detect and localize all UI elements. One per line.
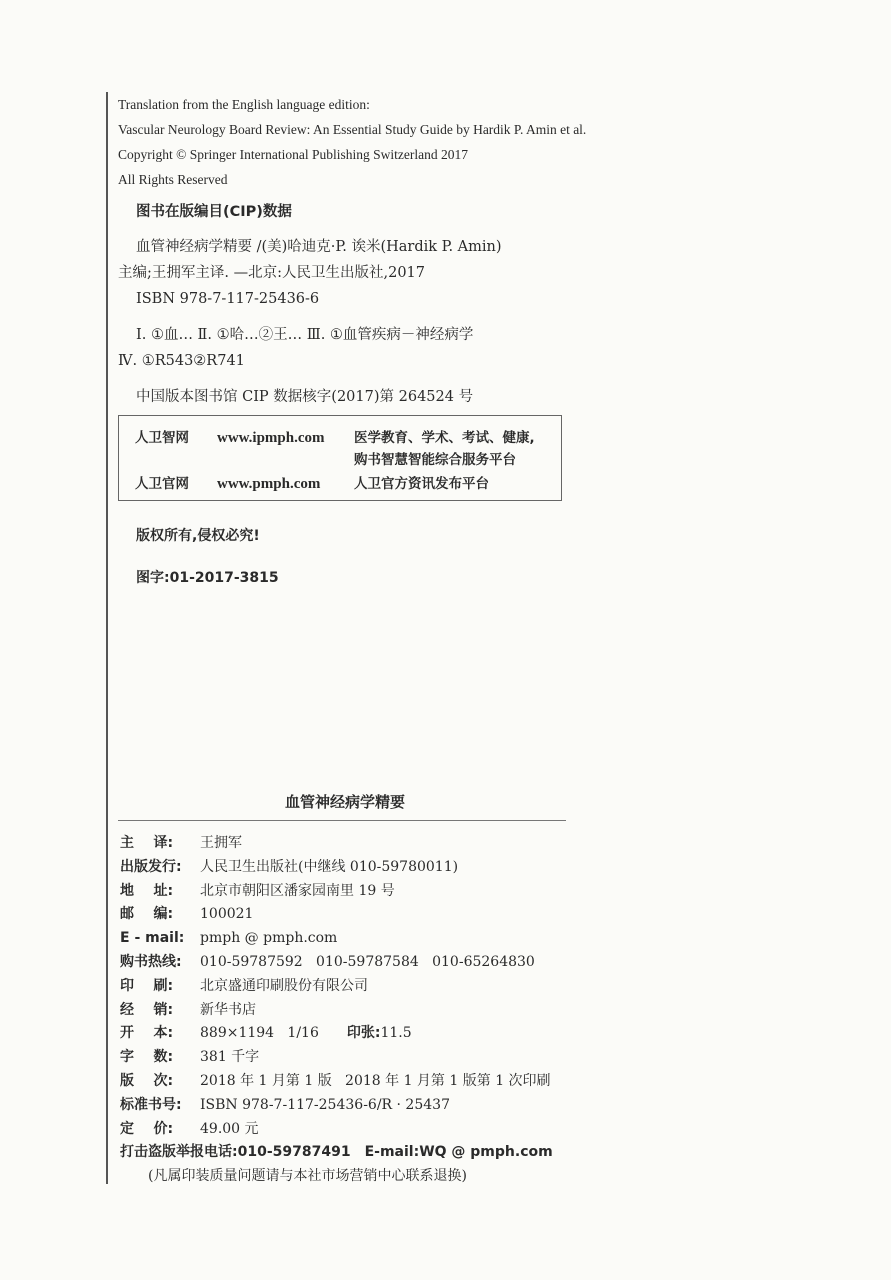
info-label: 版 次: xyxy=(120,1072,174,1089)
info-value: 新华书店 xyxy=(200,1001,256,1018)
info-label: 标准书号: xyxy=(120,1096,182,1113)
publication-info xyxy=(120,832,553,1189)
credit-line: Translation from the English language edition: xyxy=(118,97,370,112)
info-label: 印 刷: xyxy=(120,977,174,994)
site-url: www.pmph.com xyxy=(217,476,321,492)
info-label: 开 本: xyxy=(120,1025,174,1042)
info-value: 010-59787592 010-59787584 010-65264830 xyxy=(200,953,535,970)
info-value: 889×1194 1/16 xyxy=(200,1025,319,1042)
cip-line: 血管神经病学精要 /(美)哈迪克·P. 诶米(Hardik P. Amin) xyxy=(136,239,502,255)
license-number: 图字:01-2017-3815 xyxy=(136,570,279,586)
return-note: (凡属印装质量问题请与本社市场营销中心联系退换) xyxy=(148,1168,467,1185)
info-label: 邮 编: xyxy=(120,906,174,923)
info-row xyxy=(120,927,553,951)
cip-verification: 中国版本图书馆 CIP 数据核字(2017)第 264524 号 xyxy=(136,389,474,405)
info-row xyxy=(120,975,553,999)
info-row xyxy=(120,880,553,904)
info-row xyxy=(120,951,553,975)
info-value: 381 千字 xyxy=(200,1049,260,1066)
info-label: 主 译: xyxy=(120,835,174,851)
info-label: 经 销: xyxy=(120,1001,174,1018)
info-label: 地 址: xyxy=(120,882,174,899)
info-row xyxy=(120,832,553,856)
info-row xyxy=(120,856,553,880)
info-value: 11.5 xyxy=(380,1025,412,1042)
piracy-phone: 010-59787491 xyxy=(237,1144,351,1161)
rights-notice: 版权所有,侵权必究! xyxy=(136,528,260,544)
info-label: E-mail: xyxy=(364,1144,420,1161)
piracy-email: WQ @ pmph.com xyxy=(419,1144,553,1161)
info-value: ISBN 978-7-117-25436-6/R · 25437 xyxy=(200,1096,450,1113)
cip-classification: Ⅰ. ①血… Ⅱ. ①哈…②王… Ⅲ. ①血管疾病－神经病学 xyxy=(136,327,474,343)
site-url: www.ipmph.com xyxy=(217,430,325,446)
info-value: 北京市朝阳区潘家园南里 19 号 xyxy=(200,882,395,899)
site-row xyxy=(135,473,489,495)
info-row xyxy=(120,1118,553,1142)
info-label: 购书热线: xyxy=(120,953,182,970)
cip-isbn: ISBN 978-7-117-25436-6 xyxy=(136,291,320,307)
info-row xyxy=(120,1022,553,1046)
info-value: 人民卫生出版社(中继线 010-59780011) xyxy=(200,858,459,875)
margin-rule xyxy=(106,92,108,1184)
credit-line: Copyright © Springer International Publishing Switzerland 2017 xyxy=(118,147,468,162)
divider xyxy=(118,820,566,821)
info-row xyxy=(120,1094,553,1118)
cip-title: 图书在版编目(CIP)数据 xyxy=(136,204,292,220)
info-label: 定 价: xyxy=(120,1120,174,1137)
info-label: 打击盗版举报电话: xyxy=(120,1144,238,1161)
info-value: 王拥军 xyxy=(200,835,242,851)
site-desc: 人卫官方资讯发布平台 xyxy=(354,476,489,492)
info-row xyxy=(120,903,553,927)
cip-classification: Ⅳ. ①R543②R741 xyxy=(118,353,245,369)
site-name: 人卫智网 xyxy=(135,430,189,446)
info-value: 100021 xyxy=(200,906,254,923)
info-label: 出版发行: xyxy=(120,858,182,875)
info-label: 印张: xyxy=(346,1025,381,1042)
site-name: 人卫官网 xyxy=(135,476,189,492)
info-row xyxy=(120,1070,553,1094)
credit-line: All Rights Reserved xyxy=(118,172,228,187)
cip-block xyxy=(118,234,502,410)
cip-line: 主编;王拥军主译. —北京:人民卫生出版社,2017 xyxy=(118,265,425,281)
piracy-row xyxy=(120,1141,553,1165)
book-title: 血管神经病学精要 xyxy=(284,793,405,811)
info-row xyxy=(120,999,553,1023)
site-desc: 购书智慧智能综合服务平台 xyxy=(354,452,516,468)
site-row xyxy=(135,427,535,449)
info-value: 49.00 元 xyxy=(200,1120,259,1137)
info-label: E - mail: xyxy=(120,930,185,947)
info-value: pmph @ pmph.com xyxy=(200,930,338,947)
website-box xyxy=(118,415,562,501)
info-row xyxy=(120,1046,553,1070)
english-credits xyxy=(118,92,586,192)
site-desc: 医学教育、学术、考试、健康, xyxy=(354,430,535,446)
info-value: 2018 年 1 月第 1 版 2018 年 1 月第 1 版第 1 次印刷 xyxy=(200,1072,551,1089)
info-value: 北京盛通印刷股份有限公司 xyxy=(200,977,368,994)
info-label: 字 数: xyxy=(120,1049,174,1066)
credit-line: Vascular Neurology Board Review: An Essential Study Guide by Hardik P. Amin et al. xyxy=(118,122,587,137)
